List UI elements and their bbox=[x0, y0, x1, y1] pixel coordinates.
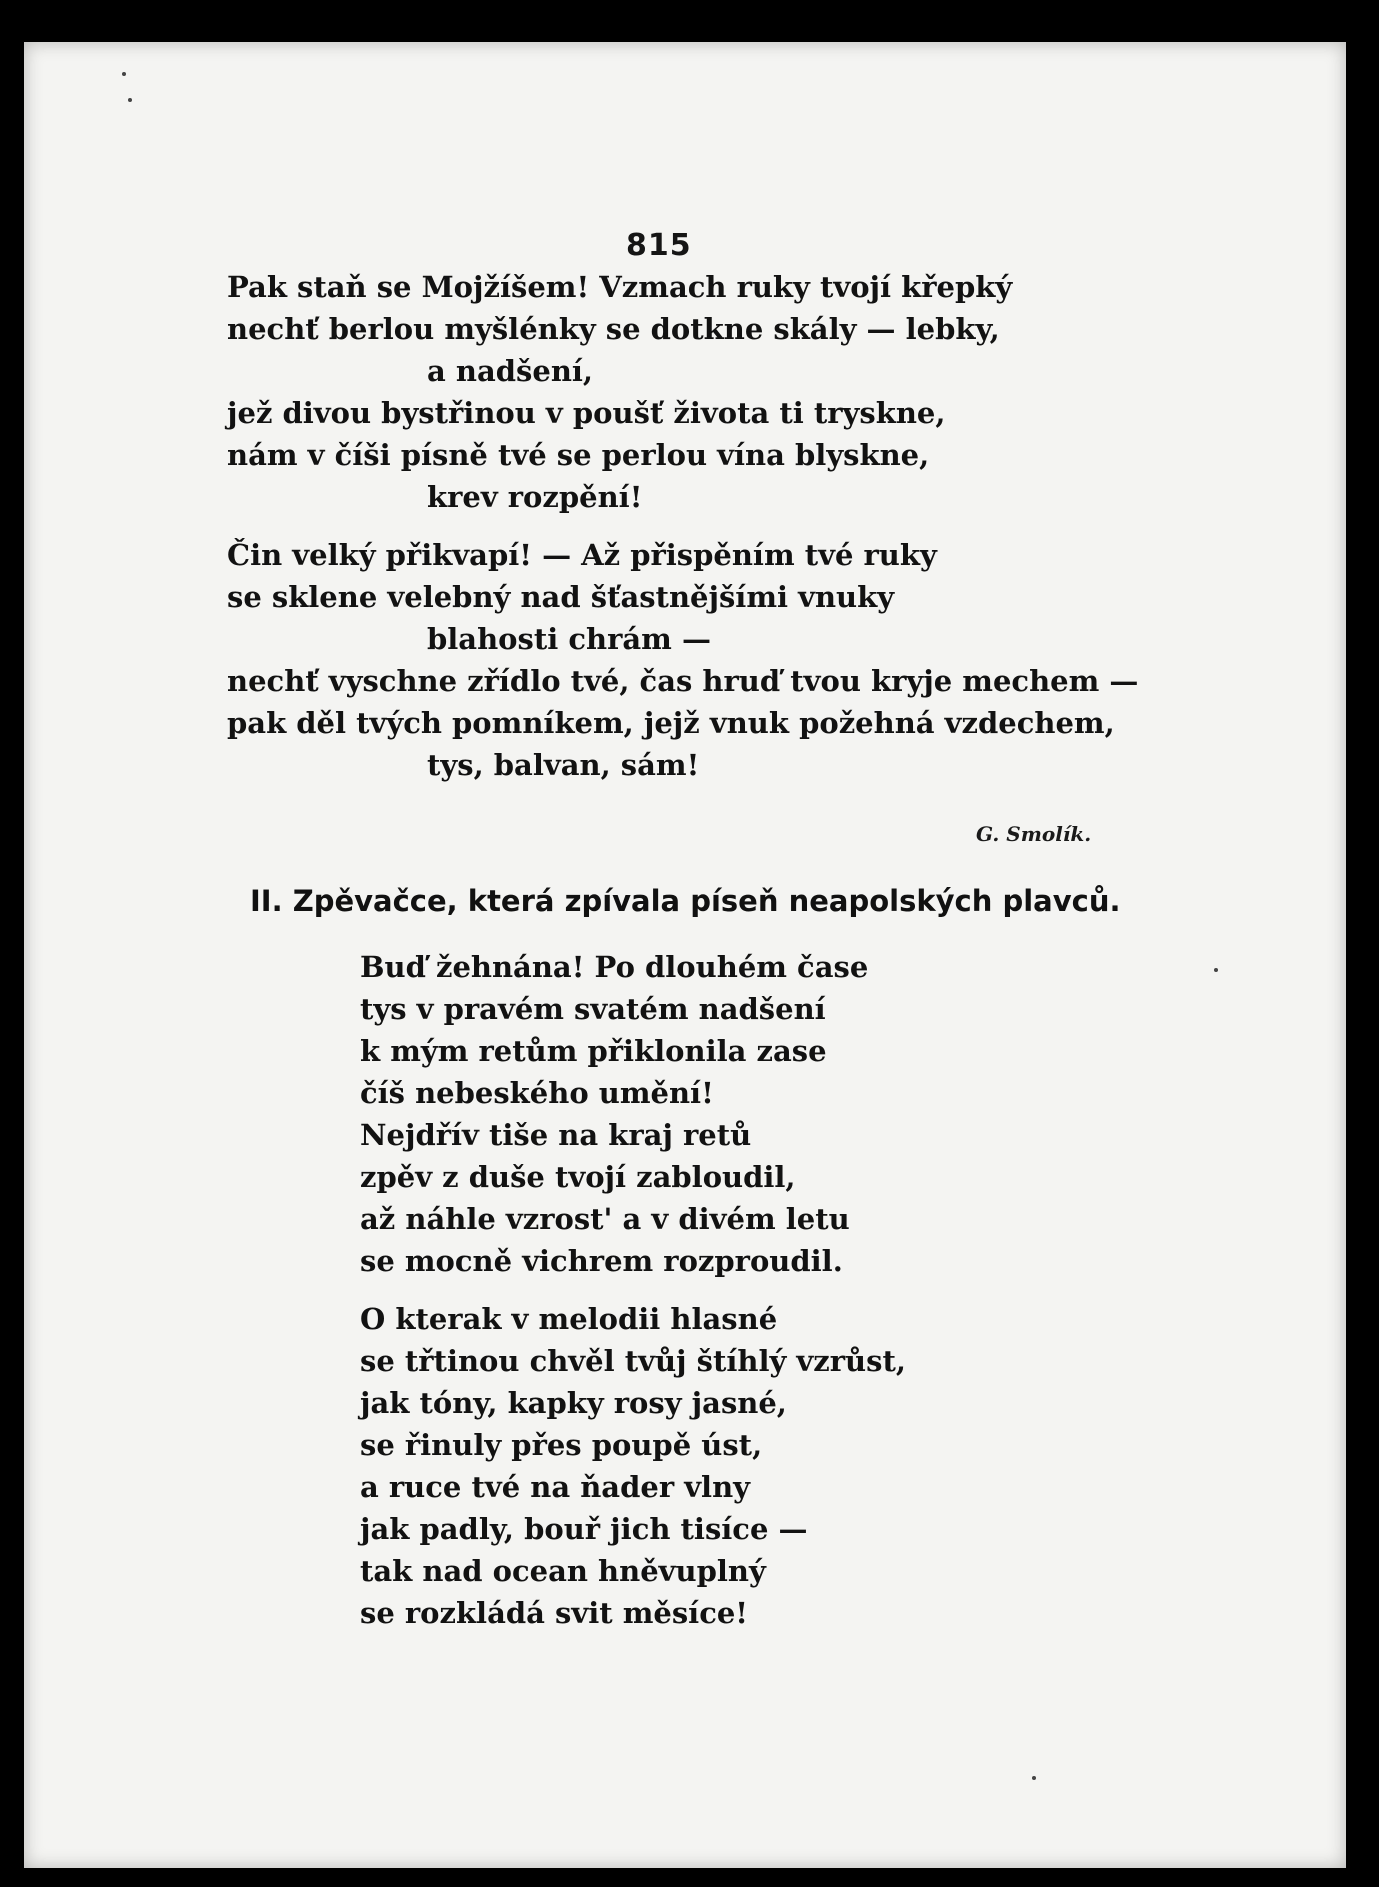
scan-speck bbox=[1214, 968, 1218, 972]
poem-line: tak nad ocean hněvuplný bbox=[360, 1554, 766, 1588]
poem-line: nechť vyschne zřídlo tvé, čas hruď tvou kryje mechem — bbox=[227, 664, 1139, 698]
poem-line: nechť berlou myšlénky se dotkne skály — lebky, bbox=[227, 312, 1000, 346]
section-heading: II. Zpěvačce, která zpívala píseň neapolských plavců. bbox=[250, 884, 1121, 918]
poem-line: se třtinou chvěl tvůj štíhlý vzrůst, bbox=[360, 1344, 906, 1378]
page-number: 815 bbox=[626, 228, 692, 263]
poem-line: O kterak v melodii hlasné bbox=[360, 1302, 778, 1336]
poem-line: číš nebeského umění! bbox=[360, 1076, 714, 1110]
poem-line: Buď žehnána! Po dlouhém čase bbox=[360, 950, 869, 984]
poem-line: blahosti chrám — bbox=[427, 622, 711, 656]
poem-line: a nadšení, bbox=[427, 354, 594, 388]
poem-line: tys v pravém svatém nadšení bbox=[360, 992, 826, 1026]
poem-line: se rozkládá svit měsíce! bbox=[360, 1596, 749, 1630]
poem-line: až náhle vzrost' a v divém letu bbox=[360, 1202, 850, 1236]
poem-line: jak tóny, kapky rosy jasné, bbox=[360, 1386, 787, 1420]
poem-line: krev rozpění! bbox=[427, 480, 643, 514]
poem-line: se sklene velebný nad šťastnějšími vnuky bbox=[227, 580, 895, 614]
poem-line: zpěv z duše tvojí zabloudil, bbox=[360, 1160, 796, 1194]
poem-line: Nejdřív tiše na kraj retů bbox=[360, 1118, 752, 1152]
poem-line: k mým retům přiklonila zase bbox=[360, 1034, 827, 1068]
scan-speck bbox=[122, 72, 126, 76]
poem-line: se mocně vichrem rozproudil. bbox=[360, 1244, 843, 1278]
scan-speck bbox=[1032, 1776, 1036, 1780]
poem-line: Čin velký přikvapí! — Až přispěním tvé ruky bbox=[227, 538, 937, 572]
poem-line: Pak staň se Mojžíšem! Vzmach ruky tvojí křepký bbox=[227, 270, 1013, 304]
poem-line: pak děl tvých pomníkem, jejž vnuk požehná vzdechem, bbox=[227, 706, 1115, 740]
poem-line: a ruce tvé na ňader vlny bbox=[360, 1470, 750, 1504]
scan-speck bbox=[128, 98, 132, 102]
poem-line: nám v číši písně tvé se perlou vína blyskne, bbox=[227, 438, 930, 472]
poem-line: jak padly, bouř jich tisíce — bbox=[360, 1512, 808, 1546]
poem-line: tys, balvan, sám! bbox=[427, 748, 700, 782]
poem-line: se řinuly přes poupě úst, bbox=[360, 1428, 763, 1462]
poem-author: G. Smolík. bbox=[976, 822, 1092, 846]
book-page bbox=[24, 42, 1346, 1868]
poem-line: jež divou bystřinou v poušť života ti tryskne, bbox=[227, 396, 946, 430]
